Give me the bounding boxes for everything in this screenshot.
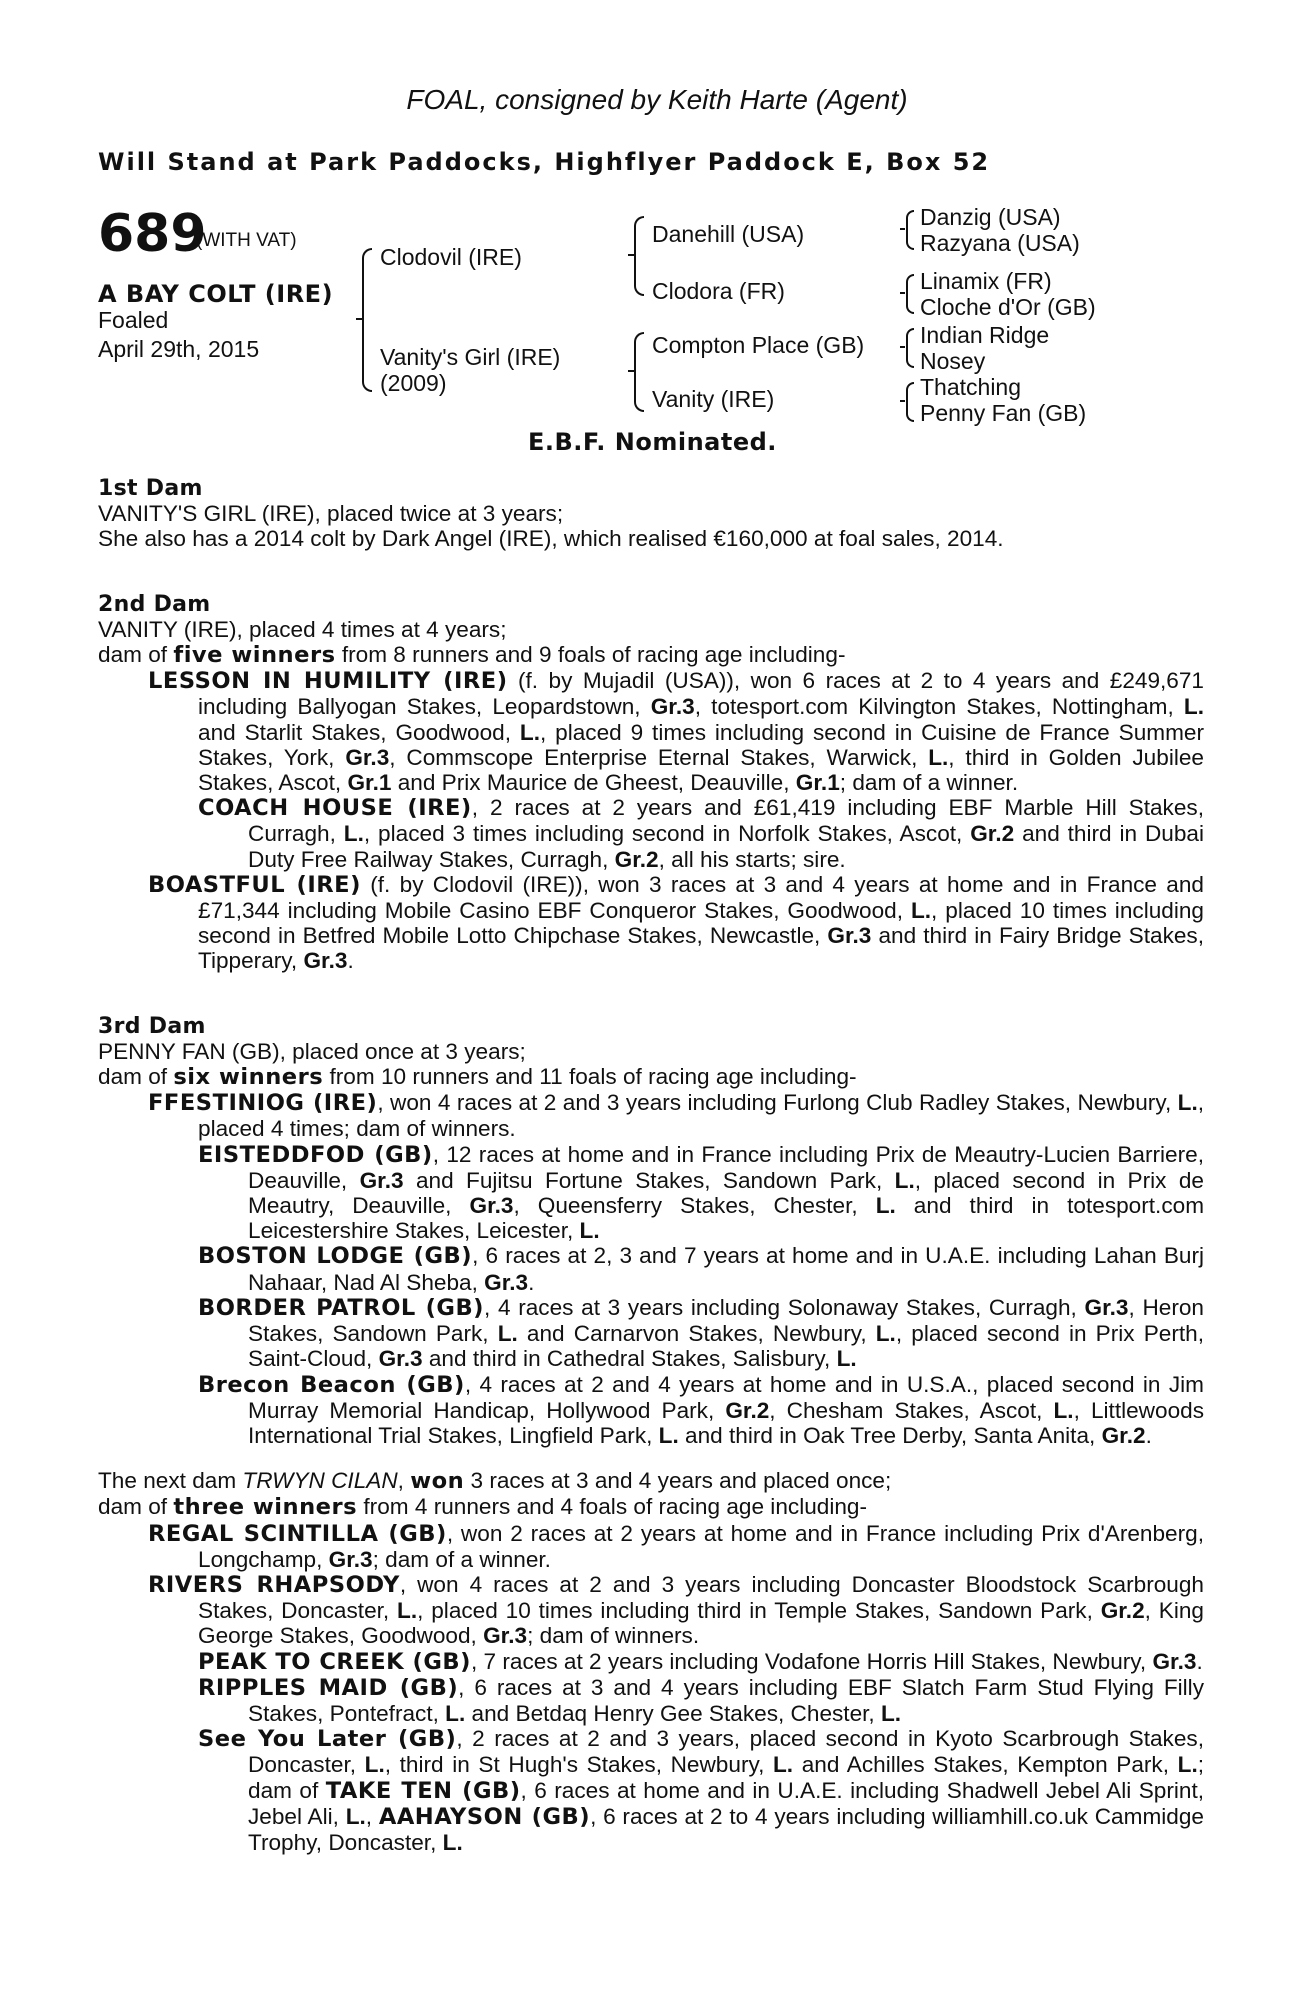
entry-text: and third in Cathedral Stakes, Salisbury, (422, 1346, 837, 1372)
dam-of-prefix: dam of (98, 1494, 174, 1520)
pedigree-brace-point (628, 254, 634, 256)
race-grade: Gr.3 (484, 1269, 529, 1295)
race-grade: Gr.3 (827, 923, 872, 949)
second-dam-heading: 2nd Dam (98, 591, 211, 617)
pedigree-ss-sire: Danzig (USA) (920, 204, 1061, 230)
entry-text: , 6 races at 2, 3 and 7 years at home and in U.A.E. including Lahan Burj Nahaar, Nad Al Sheba, (248, 1243, 1204, 1295)
horse-name: LESSON IN HUMILITY (IRE) (148, 668, 508, 695)
race-grade: L. (894, 1167, 915, 1193)
pedigree-brace (906, 328, 914, 368)
produce-entry (148, 1090, 1204, 1141)
dam-of-suffix: from 10 runners and 11 foals of racing age including- (323, 1064, 857, 1090)
race-grade: Gr.2 (725, 1397, 770, 1423)
section-gap (98, 1448, 1204, 1468)
horse-name: REGAL SCINTILLA (GB) (148, 1520, 447, 1547)
produce-entry (148, 668, 1204, 795)
entry-text: , totesport.com Kilvington Stakes, Nottingham, (694, 694, 1184, 720)
entry-text: , third in Golden Jubilee Stakes, Ascot, (198, 744, 1204, 796)
third-dam-heading: 3rd Dam (98, 1013, 206, 1039)
race-grade: Gr.3 (378, 1346, 423, 1372)
entry-text: , placed 4 times; dam of winners. (198, 1090, 1205, 1142)
race-grade: L. (928, 744, 949, 770)
entry-text: and Achilles Stakes, Kempton Park, (793, 1752, 1178, 1778)
race-grade: Gr.3 (328, 1546, 373, 1572)
entry-text: , all his starts; sire. (658, 846, 846, 872)
next-dam-intro: The next dam TRWYN CILAN, won 3 races at 3 and 4 years and placed once; (98, 1468, 892, 1495)
pedigree-brace (906, 382, 914, 422)
pedigree-dd-sire: Thatching (920, 374, 1022, 400)
pedigree-brace (906, 210, 914, 250)
entry-text: and third in Fairy Bridge Stakes, Tipperary, (198, 923, 1205, 974)
winners-count: three winners (173, 1494, 358, 1521)
lot-number: 689 (98, 204, 207, 264)
race-grade: Gr.3 (345, 744, 390, 770)
vat-note: (WITH VAT) (196, 230, 297, 251)
entry-text: and Fujitsu Fortune Stakes, Sandown Park, (403, 1167, 895, 1193)
next-dam-record: 3 races at 3 and 4 years and placed once; (464, 1468, 892, 1494)
race-grade: L. (397, 1598, 418, 1624)
race-grade: L. (1053, 1397, 1074, 1423)
entry-text: , placed 9 times including second in Cuisine de France Summer Stakes, York, (198, 719, 1204, 770)
pedigree-dd-dam: Penny Fan (GB) (920, 400, 1087, 426)
section-gap (98, 974, 1204, 994)
pedigree-ss-dam: Razyana (USA) (920, 230, 1080, 256)
next-dam-produce (98, 1494, 1204, 1520)
pedigree-dam-sire: Compton Place (GB) (652, 332, 865, 358)
horse-name: RIPPLES MAID (GB) (198, 1674, 459, 1701)
race-grade: L. (1177, 1752, 1198, 1778)
entry-text: , 12 races at home and in France including Prix de Meautry-Lucien Barriere, Deauville, (248, 1141, 1204, 1193)
pedigree-brace-point (900, 292, 905, 294)
race-grade: L. (875, 1321, 896, 1347)
race-grade: Gr.3 (359, 1167, 404, 1193)
race-grade: L. (497, 1321, 518, 1347)
entry-text: , placed 3 times including second in Norfolk Stakes, Ascot, (363, 821, 971, 847)
race-grade: L. (442, 1829, 463, 1855)
lot-name: A BAY COLT (IRE) (98, 280, 334, 308)
race-grade: L. (579, 1218, 600, 1244)
produce-entry (198, 1726, 1204, 1855)
race-grade: L. (658, 1422, 679, 1448)
race-grade: Gr.2 (614, 846, 659, 872)
race-grade: Gr.3 (303, 948, 348, 974)
entry-text: , Chesham Stakes, Ascot, (769, 1397, 1054, 1423)
dam-of-prefix: dam of (98, 642, 174, 668)
race-grade: L. (519, 719, 540, 745)
entry-text: , 7 races at 2 years including Vodafone Horris Hill Stakes, Newbury, (470, 1648, 1153, 1674)
entry-text: , third in St Hugh's Stakes, Newbury, (384, 1752, 773, 1778)
pedigree-brace-point (628, 370, 634, 372)
stand-location: Will Stand at Park Paddocks, Highflyer Paddock E, Box 52 (98, 148, 991, 176)
third-dam-produce (98, 1064, 1204, 1090)
entry-text: and third in totesport.com Leicestershire Stakes, Leicester, (248, 1193, 1205, 1244)
dam-of-prefix: dam of (98, 1064, 174, 1090)
pedigree-brace (634, 332, 644, 412)
pedigree-brace-point (900, 228, 905, 230)
entry-text: , Littlewoods International Trial Stakes, Lingfield Park, (248, 1397, 1204, 1448)
next-dam-won: won (410, 1468, 465, 1495)
dam-of-suffix: from 8 runners and 9 foals of racing age including- (335, 642, 846, 668)
race-grade: L. (875, 1193, 896, 1219)
entry-text: , placed 10 times including second in Betfred Mobile Lotto Chipchase Stakes, Newcastle, (198, 898, 1204, 949)
first-dam-heading: 1st Dam (98, 476, 203, 501)
race-grade: Gr.3 (469, 1193, 514, 1219)
winners-count: six winners (173, 1064, 324, 1091)
page-title: FOAL, consigned by Keith Harte (Agent) (406, 84, 908, 115)
entry-text: . (1145, 1422, 1152, 1448)
pedigree-ds-dam: Nosey (920, 348, 986, 374)
entry-text: . (528, 1269, 535, 1295)
pedigree-sire-dam: Clodora (FR) (652, 278, 785, 304)
foaled-date: April 29th, 2015 (98, 336, 260, 362)
horse-name: RIVERS RHAPSODY (148, 1571, 400, 1598)
dam-of-suffix: from 4 runners and 4 foals of racing age including- (357, 1494, 868, 1520)
produce-entry (198, 795, 1204, 872)
entry-text: ; dam of a winner. (372, 1546, 551, 1572)
entry-text: , (365, 1803, 379, 1829)
entry-text: , 2 races at 2 years and £61,419 including EBF Marble Hill Stakes, Curragh, (248, 795, 1204, 847)
race-grade: Gr.2 (1101, 1422, 1146, 1448)
entry-text: , 6 races at 2 to 4 years including williamhill.co.uk Cammidge Trophy, Doncaster, (248, 1803, 1204, 1855)
pedigree-brace-point (900, 400, 905, 402)
entry-text: . (347, 948, 354, 974)
pedigree-brace (906, 274, 914, 314)
pedigree-sire: Clodovil (IRE) (380, 244, 522, 270)
race-grade: L. (345, 1803, 366, 1829)
entry-text: , Commscope Enterprise Eternal Stakes, Warwick, (389, 744, 929, 770)
pedigree-dam: Vanity's Girl (IRE) (380, 344, 561, 370)
produce-entry (198, 1649, 1204, 1675)
entry-text: and Prix Maurice de Gheest, Deauville, (391, 770, 796, 796)
pedigree-brace-point (356, 318, 362, 320)
second-dam-intro: VANITY (IRE), placed 4 times at 4 years; (98, 616, 507, 642)
entry-text: , Queensferry Stakes, Chester, (513, 1193, 876, 1219)
pedigree-brace (362, 248, 372, 392)
produce-entry (148, 872, 1204, 974)
third-dam-intro: PENNY FAN (GB), placed once at 3 years; (98, 1038, 526, 1064)
race-grade: L. (836, 1346, 857, 1372)
race-grade: L. (445, 1700, 466, 1726)
entry-text: , 6 races at 3 and 4 years including EBF Slatch Farm Stud Flying Filly Stakes, Pontefract, (248, 1674, 1204, 1726)
race-grade: Gr.1 (347, 770, 392, 796)
race-grade: Gr.3 (650, 694, 695, 720)
horse-name: EISTEDDFOD (GB) (198, 1141, 433, 1168)
race-grade: Gr.3 (483, 1623, 528, 1649)
section-gap (98, 552, 1204, 572)
entry-text: . (1196, 1648, 1203, 1674)
horse-name: AAHAYSON (GB) (378, 1803, 591, 1830)
race-grade: L. (910, 898, 932, 924)
entry-text: and third in Oak Tree Derby, Santa Anita, (678, 1422, 1102, 1448)
entry-text: and Starlit Stakes, Goodwood, (198, 719, 520, 745)
entry-text: , placed second in Prix Perth, Saint-Cloud, (248, 1321, 1204, 1372)
entry-text: , placed second in Prix de Meautry, Deauville, (248, 1167, 1204, 1219)
pedigree-dam-year: (2009) (380, 370, 447, 396)
entry-text: , 6 races at home and in U.A.E. including Shadwell Jebel Ali Sprint, Jebel Ali, (248, 1777, 1204, 1829)
race-grade: Gr.1 (795, 770, 840, 796)
produce-entry (148, 1572, 1204, 1649)
pedigree-sire-sire: Danehill (USA) (652, 221, 805, 247)
produce-entry (148, 1521, 1204, 1572)
race-grade: Gr.2 (970, 821, 1015, 847)
pedigree-dam-dam: Vanity (IRE) (652, 386, 775, 412)
horse-name: COACH HOUSE (IRE) (198, 795, 472, 822)
race-grade: L. (343, 821, 364, 847)
catalogue-body (98, 476, 1204, 1855)
produce-entry (198, 1372, 1204, 1449)
produce-entry (198, 1295, 1204, 1372)
race-grade: Gr.2 (1100, 1598, 1145, 1624)
entry-text: , 4 races at 3 years including Solonaway Stakes, Curragh, (484, 1294, 1085, 1320)
second-dam-produce (98, 642, 1204, 668)
race-grade: L. (772, 1752, 794, 1778)
pedigree-sd-sire: Linamix (FR) (920, 268, 1052, 294)
race-grade: L. (1183, 694, 1205, 720)
entry-text: and Carnarvon Stakes, Newbury, (517, 1321, 876, 1347)
entry-text: , won 4 races at 2 and 3 years including Doncaster Bloodstock Scarbrough Stakes, Doncaster, (198, 1571, 1204, 1624)
entry-text: ; dam of winners. (527, 1623, 700, 1649)
race-grade: L. (1177, 1090, 1198, 1116)
foaled-label: Foaled (98, 307, 169, 333)
entry-text: , Heron Stakes, Sandown Park, (248, 1294, 1204, 1347)
horse-name: FFESTINIOG (IRE) (148, 1090, 378, 1117)
pedigree-brace (634, 216, 644, 296)
horse-name: BORDER PATROL (GB) (198, 1294, 484, 1321)
horse-name: PEAK TO CREEK (GB) (198, 1648, 471, 1675)
ebf-nominated: E.B.F. Nominated. (528, 428, 777, 456)
produce-entry (198, 1675, 1204, 1726)
produce-entry (198, 1243, 1204, 1294)
race-grade: L. (364, 1752, 385, 1778)
entry-text: (f. by Clodovil (IRE)), won 3 races at 3 and 4 years at home and in France and £71,344 including Mobile Casino EBF Conqueror Stakes, Goodwood, (198, 871, 1204, 924)
produce-entry (198, 1142, 1204, 1244)
entry-text: , King George Stakes, Goodwood, (198, 1598, 1204, 1649)
entry-text: and Betdaq Henry Gee Stakes, Chester, (465, 1700, 881, 1726)
entry-text: (f. by Mujadil (USA)), won 6 races at 2 to 4 years and £249,671 including Ballyogan Stakes, Leopardstown, (198, 668, 1204, 720)
entry-text: , won 2 races at 2 years at home and in France including Prix d'Arenberg, Longchamp, (198, 1520, 1204, 1572)
first-dam-line: She also has a 2014 colt by Dark Angel (IRE), which realised €160,000 at foal sales, 2014. (98, 526, 1004, 552)
horse-name: See You Later (GB) (198, 1726, 457, 1753)
pedigree-brace-point (900, 346, 905, 348)
next-dam-name: TRWYN CILAN (242, 1468, 398, 1494)
foaled-info (98, 306, 259, 364)
entry-text: , won 4 races at 2 and 3 years including Furlong Club Radley Stakes, Newbury, (377, 1090, 1178, 1116)
race-grade: Gr.3 (1152, 1648, 1197, 1674)
entry-text: , placed 10 times including third in Temple Stakes, Sandown Park, (417, 1598, 1101, 1624)
next-dam-prefix: The next dam (98, 1468, 243, 1494)
race-grade: Gr.3 (1084, 1294, 1129, 1320)
pedigree-ds-sire: Indian Ridge (920, 322, 1050, 348)
horse-name: BOASTFUL (IRE) (148, 871, 361, 898)
horse-name: Brecon Beacon (GB) (198, 1371, 465, 1398)
horse-name: BOSTON LODGE (GB) (198, 1243, 473, 1270)
race-grade: L. (880, 1700, 902, 1726)
winners-count: five winners (173, 642, 336, 669)
pedigree-sd-dam: Cloche d'Or (GB) (920, 294, 1096, 320)
horse-name: TAKE TEN (GB) (325, 1777, 521, 1804)
first-dam-line: VANITY'S GIRL (IRE), placed twice at 3 years; (98, 501, 564, 527)
entry-text: , 2 races at 2 and 3 years, placed second in Kyoto Scarbrough Stakes, Doncaster, (248, 1726, 1204, 1778)
entry-text: ; dam of a winner. (839, 770, 1019, 796)
entry-text: and third in Dubai Duty Free Railway Stakes, Curragh, (248, 821, 1204, 872)
entry-text: , 4 races at 2 and 4 years at home and in U.S.A., placed second in Jim Murray Memorial Handicap, Hollywood Park, (248, 1371, 1204, 1423)
entry-text: ; dam of (248, 1752, 1205, 1803)
